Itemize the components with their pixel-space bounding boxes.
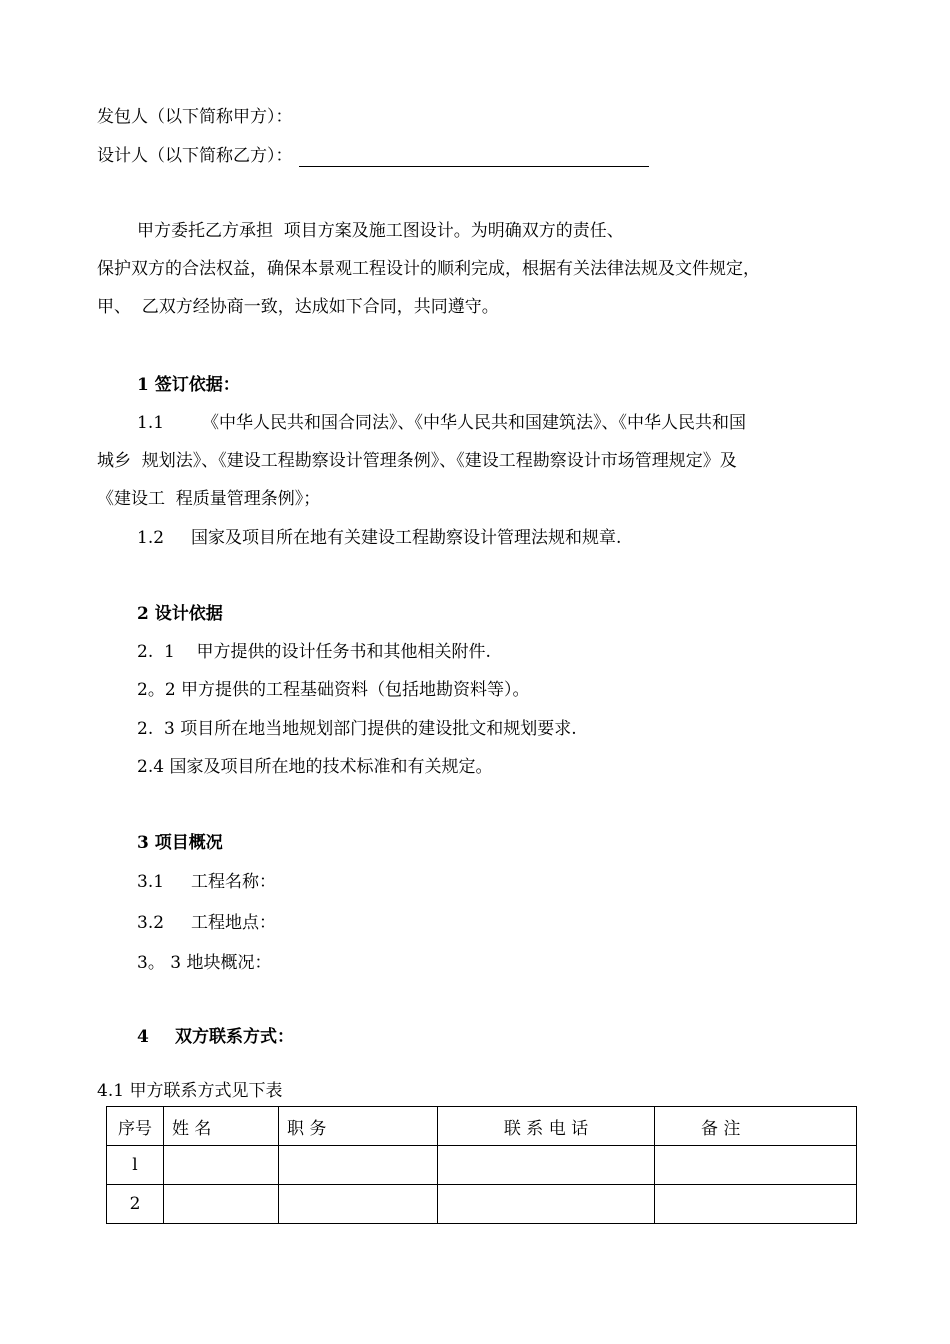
intro-line-1: 甲方委托乙方承担 项目方案及施工图设计。为明确双方的责任、 bbox=[137, 221, 624, 241]
section-1-2-text: 国家及项目所在地有关建设工程勘察设计管理法规和规章. bbox=[191, 528, 622, 548]
section-2-title: 2 设计依据 bbox=[137, 604, 223, 624]
row-2-phone bbox=[438, 1185, 655, 1224]
header-index: 序号 bbox=[107, 1107, 164, 1146]
contacts-table bbox=[106, 1106, 857, 1224]
party-b-label: 设计人（以下简称乙方）： bbox=[97, 146, 293, 166]
row-2-name bbox=[164, 1185, 279, 1224]
section-2-item-4: 2.4 国家及项目所在地的技术标准和有关规定。 bbox=[137, 757, 493, 777]
row-2-index: 2 bbox=[107, 1185, 164, 1224]
section-3-1-text: 工程名称： bbox=[191, 872, 276, 892]
section-4-number: 4 bbox=[137, 1027, 149, 1047]
section-3-1-number: 3.1 bbox=[137, 872, 165, 892]
table-row bbox=[107, 1185, 857, 1224]
header-remarks: 备 注 bbox=[655, 1107, 857, 1146]
section-4-title: 双方联系方式： bbox=[175, 1027, 294, 1047]
section-2-item-2: 2。2 甲方提供的工程基础资料（包括地勘资料等）。 bbox=[137, 680, 530, 700]
header-phone: 联 系 电 话 bbox=[438, 1107, 655, 1146]
party-a-label: 发包人（以下简称甲方）： bbox=[97, 107, 293, 127]
section-3-2-number: 3.2 bbox=[137, 913, 165, 933]
row-1-name bbox=[164, 1146, 279, 1185]
section-3-item-3: 3。 3 地块概况： bbox=[137, 953, 272, 973]
row-1-position bbox=[279, 1146, 438, 1185]
section-1-1-line-1: 《中华人民共和国合同法》、《中华人民共和国建筑法》、《中华人民共和国 bbox=[202, 413, 746, 433]
section-1-1-number: 1.1 bbox=[137, 413, 165, 433]
row-1-phone bbox=[438, 1146, 655, 1185]
row-1-index: l bbox=[107, 1146, 164, 1185]
row-1-remarks bbox=[655, 1146, 857, 1185]
party-b-line bbox=[97, 145, 649, 167]
section-2-item-3: 2. 3 项目所在地当地规划部门提供的建设批文和规划要求. bbox=[137, 719, 577, 739]
table-row bbox=[107, 1146, 857, 1185]
section-3-2-text: 工程地点： bbox=[191, 913, 276, 933]
section-1-2-number: 1.2 bbox=[137, 528, 165, 548]
section-2-item-1: 2. 1 甲方提供的设计任务书和其他相关附件. bbox=[137, 642, 491, 662]
section-4-1-caption: 4.1 甲方联系方式见下表 bbox=[97, 1081, 283, 1101]
section-1-title: 1 签订依据： bbox=[137, 375, 240, 395]
intro-line-3: 甲、 乙双方经协商一致，达成如下合同，共同遵守。 bbox=[97, 297, 499, 317]
header-name: 姓 名 bbox=[164, 1107, 279, 1146]
table-header-row bbox=[107, 1107, 857, 1146]
section-3-title: 3 项目概况 bbox=[137, 833, 223, 853]
intro-line-2: 保护双方的合法权益，确保本景观工程设计的顺利完成，根据有关法律法规及文件规定， bbox=[97, 259, 760, 279]
row-2-position bbox=[279, 1185, 438, 1224]
party-b-blank bbox=[299, 152, 649, 167]
section-1-1-line-3: 《建设工 程质量管理条例》； bbox=[97, 489, 321, 509]
row-2-remarks bbox=[655, 1185, 857, 1224]
header-position: 职 务 bbox=[279, 1107, 438, 1146]
section-1-1-line-2: 城乡 规划法》、《建设工程勘察设计管理条例》、《建设工程勘察设计市场管理规定》及 bbox=[97, 451, 737, 471]
